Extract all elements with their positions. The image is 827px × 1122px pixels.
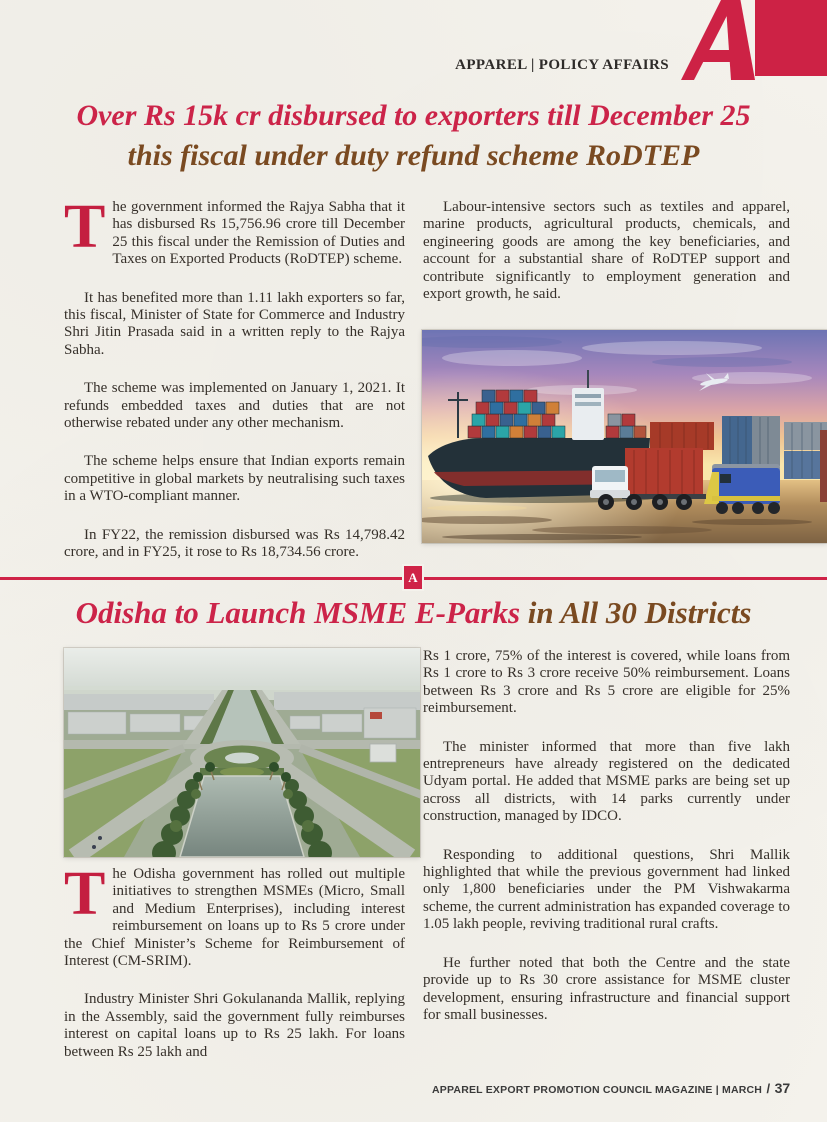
article1-paragraph: [64, 193, 405, 269]
article1-right-column: [423, 199, 790, 324]
article1-paragraph: It has benefited more than 1.11 lakh exporters so far, this fiscal, Minister of State for Commerce and Industry Shri Jitin Prasada said in a written reply to the Rajya Sabha.: [64, 289, 405, 358]
article2-left-column: [64, 860, 405, 1082]
article2-paragraph: Responding to additional questions, Shri Mallik highlighted that while the previous government had linked only 1,800 beneficiaries under the PM Vishwakarma scheme, the current administration has expanded coverage to 1.05 lakh people, reviving traditional rural crafts.: [423, 846, 790, 933]
article2-paragraph: He further noted that both the Centre and the state provide up to Rs 30 crore assistance for MSME cluster development, ensuring infrastructure and financial support for small businesses.: [423, 954, 790, 1023]
article2-paragraph: Industry Minister Shri Gokulananda Mallik, replying in the Assembly, said the government fully reimburses interest on capital loans up to Rs 25 lakh. For loans between Rs 25 lakh and: [64, 991, 405, 1060]
article2-title-accent: Odisha to Launch MSME E-Parks: [75, 595, 521, 630]
divider-a-badge-icon: A: [404, 566, 422, 589]
footer-separator: /: [766, 1081, 771, 1096]
article1-paragraph: In FY22, the remission disbursed was Rs 14,798.42 crore, and in FY25, it rose to Rs 18,734.56 crore.: [64, 526, 405, 561]
industrial-park-photo: [64, 648, 420, 857]
cargo-port-photo: [422, 330, 827, 543]
article2-paragraph: [64, 860, 405, 970]
article2-paragraph: Rs 1 crore, 75% of the interest is covered, while loans from Rs 1 crore to Rs 3 crore receive 50% reimbursement. Loans between Rs 3 crore and Rs 5 crore are eligible for 25% reimbursement.: [423, 648, 790, 717]
article1-paragraph: The scheme was implemented on January 1, 2021. It refunds embedded taxes and duties that are not otherwise rebated under any other mechanism.: [64, 380, 405, 432]
article1-paragraph: The scheme helps ensure that Indian exports remain competitive in global markets by neutralising such taxes in a WTO-compliant manner.: [64, 453, 405, 505]
page-number: 37: [774, 1080, 791, 1096]
article2-paragraph-text: he Odisha government has rolled out multiple initiatives to strengthen MSMEs (Micro, Small and Medium Enterprises), including interest reimbursement on loans up to Rs 5 crore under the Chief Minister’s Scheme for Reimbursement of Interest (CM-SRIM).: [64, 866, 405, 970]
page-footer: [432, 1080, 791, 1098]
article2-paragraph: The minister informed that more than five lakh entrepreneurs have already registered on the dedicated Udyam portal. He added that MSME parks are being set up across all districts, with 14 parks currently under construction, managed by IDCO.: [423, 738, 790, 825]
article1-left-column: [64, 193, 405, 583]
article1-title: [0, 96, 827, 176]
article2-dropcap: T: [64, 860, 106, 928]
article1-paragraph: Labour-intensive sectors such as textiles and apparel, marine products, agricultural products, chemicals, and engineering goods are among the key beneficiaries, and account for a substantial share of RoDTEP support and contribute significantly to employment generation and export growth, he said.: [423, 199, 790, 303]
article2-right-column: [423, 648, 790, 1045]
article1-paragraph-text: he government informed the Rajya Sabha that it has disbursed Rs 15,756.96 crore till December 25 this fiscal under the Remission of Duties and Taxes on Exported Products (RoDTEP) scheme.: [112, 199, 405, 268]
footer-label: APPAREL EXPORT PROMOTION COUNCIL MAGAZINE | MARCH: [432, 1084, 763, 1096]
magazine-logo-a-icon: [681, 0, 827, 80]
article1-title-line1: Over Rs 15k cr disbursed to exporters till December 25: [76, 99, 751, 132]
article2-title-rest: in All 30 Districts: [520, 595, 752, 630]
section-label: APPAREL | POLICY AFFAIRS: [455, 57, 669, 73]
article1-dropcap: T: [64, 193, 106, 261]
article1-title-line2: this fiscal under duty refund scheme RoDTEP: [127, 139, 700, 172]
article2-title: [0, 593, 827, 633]
